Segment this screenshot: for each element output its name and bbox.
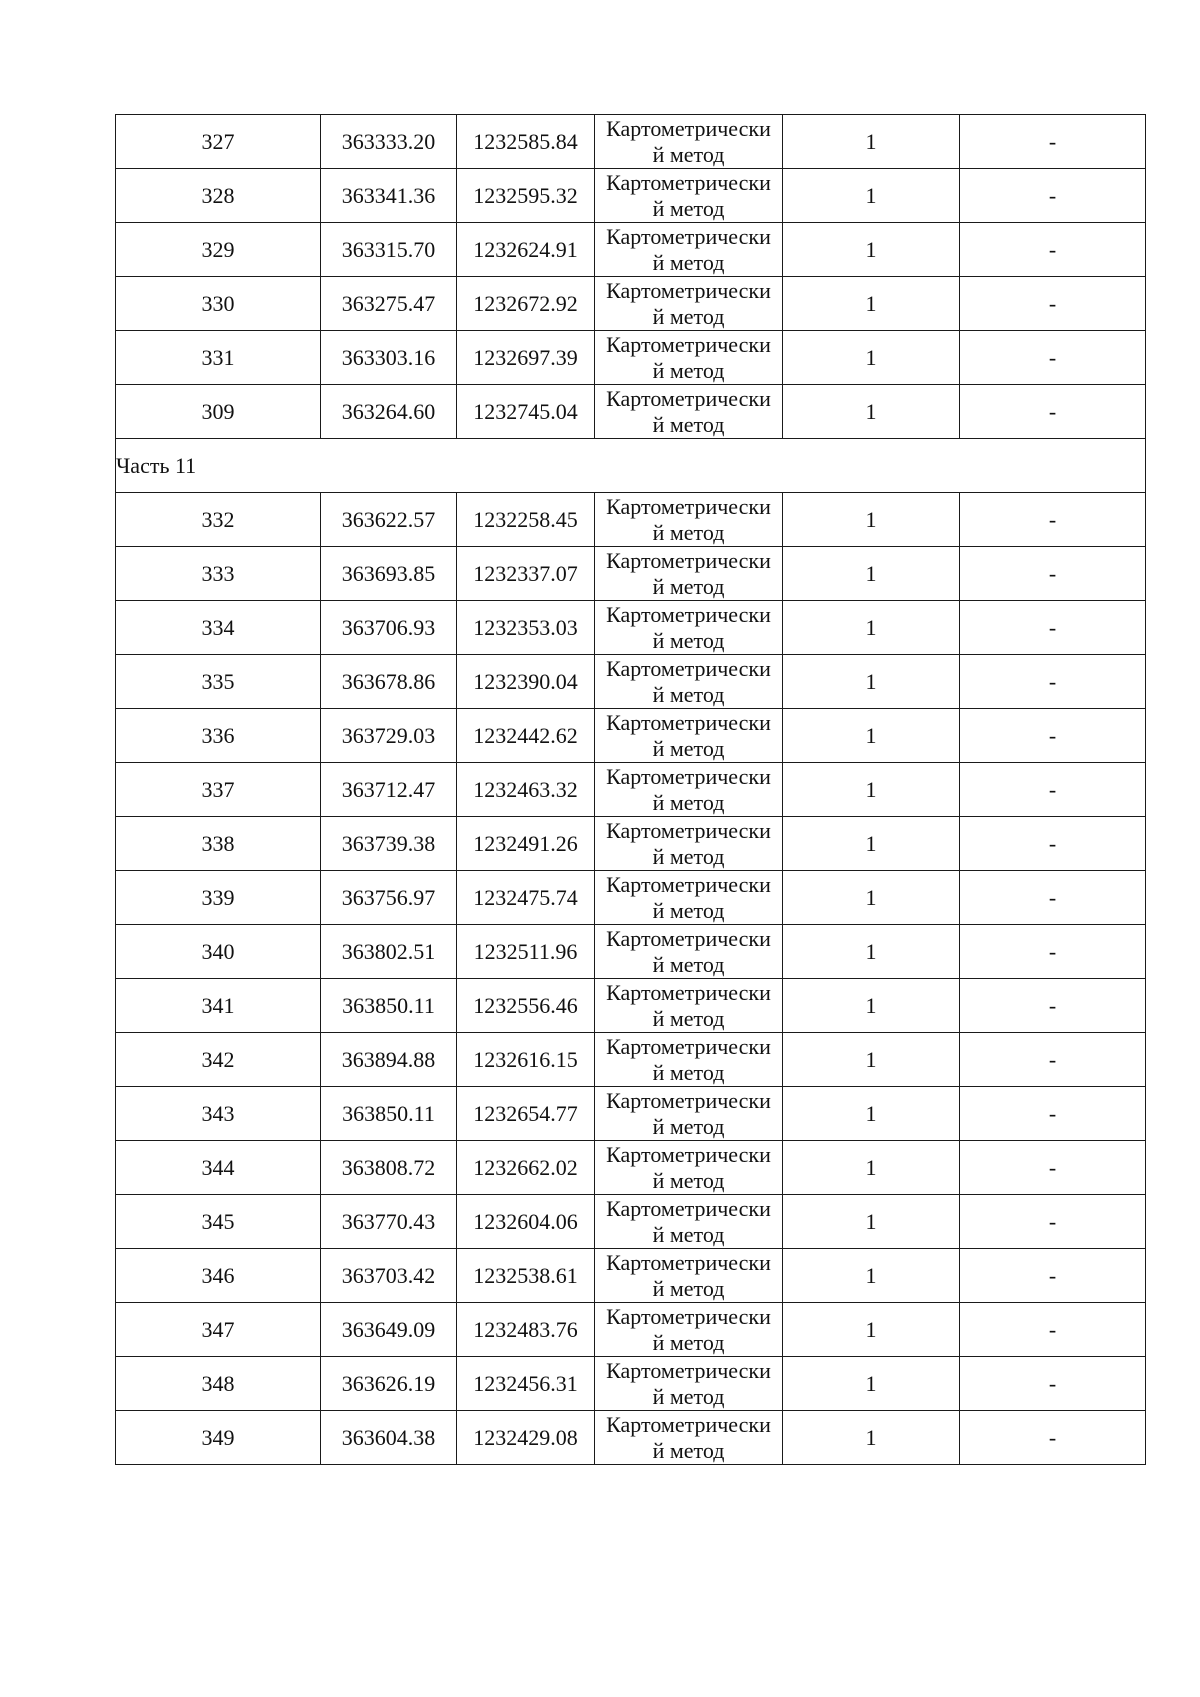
table-row (116, 655, 1146, 709)
accuracy-cell: 1 (783, 115, 960, 169)
note-cell: - (960, 925, 1146, 979)
point-number-cell: 309 (116, 385, 321, 439)
x-coordinate-cell: 363341.36 (321, 169, 457, 223)
point-number-cell: 343 (116, 1087, 321, 1141)
x-coordinate-cell: 363604.38 (321, 1411, 457, 1465)
table-row (116, 223, 1146, 277)
point-number-cell: 332 (116, 493, 321, 547)
x-coordinate-cell: 363808.72 (321, 1141, 457, 1195)
method-cell: Картометрически й метод (595, 1087, 783, 1141)
table-row (116, 1357, 1146, 1411)
accuracy-cell: 1 (783, 1411, 960, 1465)
x-coordinate-cell: 363303.16 (321, 331, 457, 385)
y-coordinate-cell: 1232654.77 (457, 1087, 595, 1141)
table-row (116, 1087, 1146, 1141)
point-number-cell: 340 (116, 925, 321, 979)
y-coordinate-cell: 1232258.45 (457, 493, 595, 547)
table-row (116, 1141, 1146, 1195)
accuracy-cell: 1 (783, 655, 960, 709)
method-cell: Картометрически й метод (595, 1411, 783, 1465)
accuracy-cell: 1 (783, 979, 960, 1033)
note-cell: - (960, 385, 1146, 439)
note-cell: - (960, 763, 1146, 817)
y-coordinate-cell: 1232745.04 (457, 385, 595, 439)
table-row (116, 871, 1146, 925)
x-coordinate-cell: 363729.03 (321, 709, 457, 763)
note-cell: - (960, 1195, 1146, 1249)
table-row (116, 115, 1146, 169)
accuracy-cell: 1 (783, 871, 960, 925)
note-cell: - (960, 1249, 1146, 1303)
x-coordinate-cell: 363678.86 (321, 655, 457, 709)
point-number-cell: 334 (116, 601, 321, 655)
x-coordinate-cell: 363739.38 (321, 817, 457, 871)
y-coordinate-cell: 1232483.76 (457, 1303, 595, 1357)
note-cell: - (960, 1087, 1146, 1141)
y-coordinate-cell: 1232390.04 (457, 655, 595, 709)
table-row (116, 169, 1146, 223)
note-cell: - (960, 817, 1146, 871)
x-coordinate-cell: 363756.97 (321, 871, 457, 925)
x-coordinate-cell: 363770.43 (321, 1195, 457, 1249)
table-row (116, 1033, 1146, 1087)
y-coordinate-cell: 1232662.02 (457, 1141, 595, 1195)
accuracy-cell: 1 (783, 1195, 960, 1249)
table-row (116, 547, 1146, 601)
point-number-cell: 346 (116, 1249, 321, 1303)
y-coordinate-cell: 1232511.96 (457, 925, 595, 979)
y-coordinate-cell: 1232624.91 (457, 223, 595, 277)
table-row (116, 385, 1146, 439)
note-cell: - (960, 331, 1146, 385)
point-number-cell: 349 (116, 1411, 321, 1465)
accuracy-cell: 1 (783, 601, 960, 655)
y-coordinate-cell: 1232353.03 (457, 601, 595, 655)
section-label: Часть 11 (116, 439, 1146, 493)
method-cell: Картометрически й метод (595, 817, 783, 871)
method-cell: Картометрически й метод (595, 169, 783, 223)
method-cell: Картометрически й метод (595, 223, 783, 277)
x-coordinate-cell: 363706.93 (321, 601, 457, 655)
table-row (116, 709, 1146, 763)
note-cell: - (960, 601, 1146, 655)
note-cell: - (960, 493, 1146, 547)
point-number-cell: 328 (116, 169, 321, 223)
point-number-cell: 339 (116, 871, 321, 925)
note-cell: - (960, 223, 1146, 277)
point-number-cell: 348 (116, 1357, 321, 1411)
note-cell: - (960, 1411, 1146, 1465)
table-row (116, 979, 1146, 1033)
y-coordinate-cell: 1232491.26 (457, 817, 595, 871)
point-number-cell: 337 (116, 763, 321, 817)
point-number-cell: 329 (116, 223, 321, 277)
accuracy-cell: 1 (783, 817, 960, 871)
y-coordinate-cell: 1232456.31 (457, 1357, 595, 1411)
x-coordinate-cell: 363626.19 (321, 1357, 457, 1411)
method-cell: Картометрически й метод (595, 493, 783, 547)
x-coordinate-cell: 363275.47 (321, 277, 457, 331)
x-coordinate-cell: 363703.42 (321, 1249, 457, 1303)
note-cell: - (960, 709, 1146, 763)
accuracy-cell: 1 (783, 1303, 960, 1357)
accuracy-cell: 1 (783, 169, 960, 223)
x-coordinate-cell: 363315.70 (321, 223, 457, 277)
note-cell: - (960, 277, 1146, 331)
accuracy-cell: 1 (783, 331, 960, 385)
note-cell: - (960, 1033, 1146, 1087)
y-coordinate-cell: 1232697.39 (457, 331, 595, 385)
table-row (116, 925, 1146, 979)
method-cell: Картометрически й метод (595, 1141, 783, 1195)
point-number-cell: 336 (116, 709, 321, 763)
accuracy-cell: 1 (783, 925, 960, 979)
method-cell: Картометрически й метод (595, 709, 783, 763)
x-coordinate-cell: 363850.11 (321, 979, 457, 1033)
point-number-cell: 342 (116, 1033, 321, 1087)
x-coordinate-cell: 363649.09 (321, 1303, 457, 1357)
x-coordinate-cell: 363622.57 (321, 493, 457, 547)
accuracy-cell: 1 (783, 223, 960, 277)
accuracy-cell: 1 (783, 709, 960, 763)
method-cell: Картометрически й метод (595, 277, 783, 331)
y-coordinate-cell: 1232556.46 (457, 979, 595, 1033)
point-number-cell: 331 (116, 331, 321, 385)
method-cell: Картометрически й метод (595, 115, 783, 169)
table-row (116, 493, 1146, 547)
y-coordinate-cell: 1232429.08 (457, 1411, 595, 1465)
table-body (116, 115, 1146, 1465)
table-row (116, 1411, 1146, 1465)
note-cell: - (960, 871, 1146, 925)
table-row (116, 1249, 1146, 1303)
table-row (116, 277, 1146, 331)
method-cell: Картометрически й метод (595, 925, 783, 979)
method-cell: Картометрически й метод (595, 385, 783, 439)
method-cell: Картометрически й метод (595, 979, 783, 1033)
y-coordinate-cell: 1232672.92 (457, 277, 595, 331)
accuracy-cell: 1 (783, 763, 960, 817)
method-cell: Картометрически й метод (595, 655, 783, 709)
y-coordinate-cell: 1232475.74 (457, 871, 595, 925)
point-number-cell: 330 (116, 277, 321, 331)
y-coordinate-cell: 1232463.32 (457, 763, 595, 817)
y-coordinate-cell: 1232538.61 (457, 1249, 595, 1303)
y-coordinate-cell: 1232442.62 (457, 709, 595, 763)
point-number-cell: 327 (116, 115, 321, 169)
x-coordinate-cell: 363802.51 (321, 925, 457, 979)
y-coordinate-cell: 1232604.06 (457, 1195, 595, 1249)
note-cell: - (960, 1357, 1146, 1411)
point-number-cell: 335 (116, 655, 321, 709)
point-number-cell: 333 (116, 547, 321, 601)
x-coordinate-cell: 363693.85 (321, 547, 457, 601)
y-coordinate-cell: 1232585.84 (457, 115, 595, 169)
y-coordinate-cell: 1232337.07 (457, 547, 595, 601)
y-coordinate-cell: 1232616.15 (457, 1033, 595, 1087)
accuracy-cell: 1 (783, 1249, 960, 1303)
x-coordinate-cell: 363712.47 (321, 763, 457, 817)
coordinates-table (115, 114, 1146, 1465)
note-cell: - (960, 1141, 1146, 1195)
note-cell: - (960, 547, 1146, 601)
table-row (116, 763, 1146, 817)
method-cell: Картометрически й метод (595, 331, 783, 385)
table-row (116, 601, 1146, 655)
point-number-cell: 344 (116, 1141, 321, 1195)
method-cell: Картометрически й метод (595, 1357, 783, 1411)
table-row (116, 1303, 1146, 1357)
accuracy-cell: 1 (783, 1141, 960, 1195)
note-cell: - (960, 169, 1146, 223)
accuracy-cell: 1 (783, 277, 960, 331)
accuracy-cell: 1 (783, 1033, 960, 1087)
method-cell: Картометрически й метод (595, 547, 783, 601)
method-cell: Картометрически й метод (595, 1303, 783, 1357)
note-cell: - (960, 979, 1146, 1033)
accuracy-cell: 1 (783, 493, 960, 547)
accuracy-cell: 1 (783, 1087, 960, 1141)
point-number-cell: 341 (116, 979, 321, 1033)
accuracy-cell: 1 (783, 385, 960, 439)
method-cell: Картометрически й метод (595, 1195, 783, 1249)
method-cell: Картометрически й метод (595, 601, 783, 655)
point-number-cell: 345 (116, 1195, 321, 1249)
table-row (116, 331, 1146, 385)
y-coordinate-cell: 1232595.32 (457, 169, 595, 223)
note-cell: - (960, 115, 1146, 169)
section-row (116, 439, 1146, 493)
x-coordinate-cell: 363264.60 (321, 385, 457, 439)
point-number-cell: 338 (116, 817, 321, 871)
table-row (116, 817, 1146, 871)
x-coordinate-cell: 363333.20 (321, 115, 457, 169)
method-cell: Картометрически й метод (595, 1033, 783, 1087)
x-coordinate-cell: 363894.88 (321, 1033, 457, 1087)
note-cell: - (960, 1303, 1146, 1357)
x-coordinate-cell: 363850.11 (321, 1087, 457, 1141)
accuracy-cell: 1 (783, 1357, 960, 1411)
method-cell: Картометрически й метод (595, 763, 783, 817)
point-number-cell: 347 (116, 1303, 321, 1357)
method-cell: Картометрически й метод (595, 871, 783, 925)
accuracy-cell: 1 (783, 547, 960, 601)
table-row (116, 1195, 1146, 1249)
note-cell: - (960, 655, 1146, 709)
method-cell: Картометрически й метод (595, 1249, 783, 1303)
